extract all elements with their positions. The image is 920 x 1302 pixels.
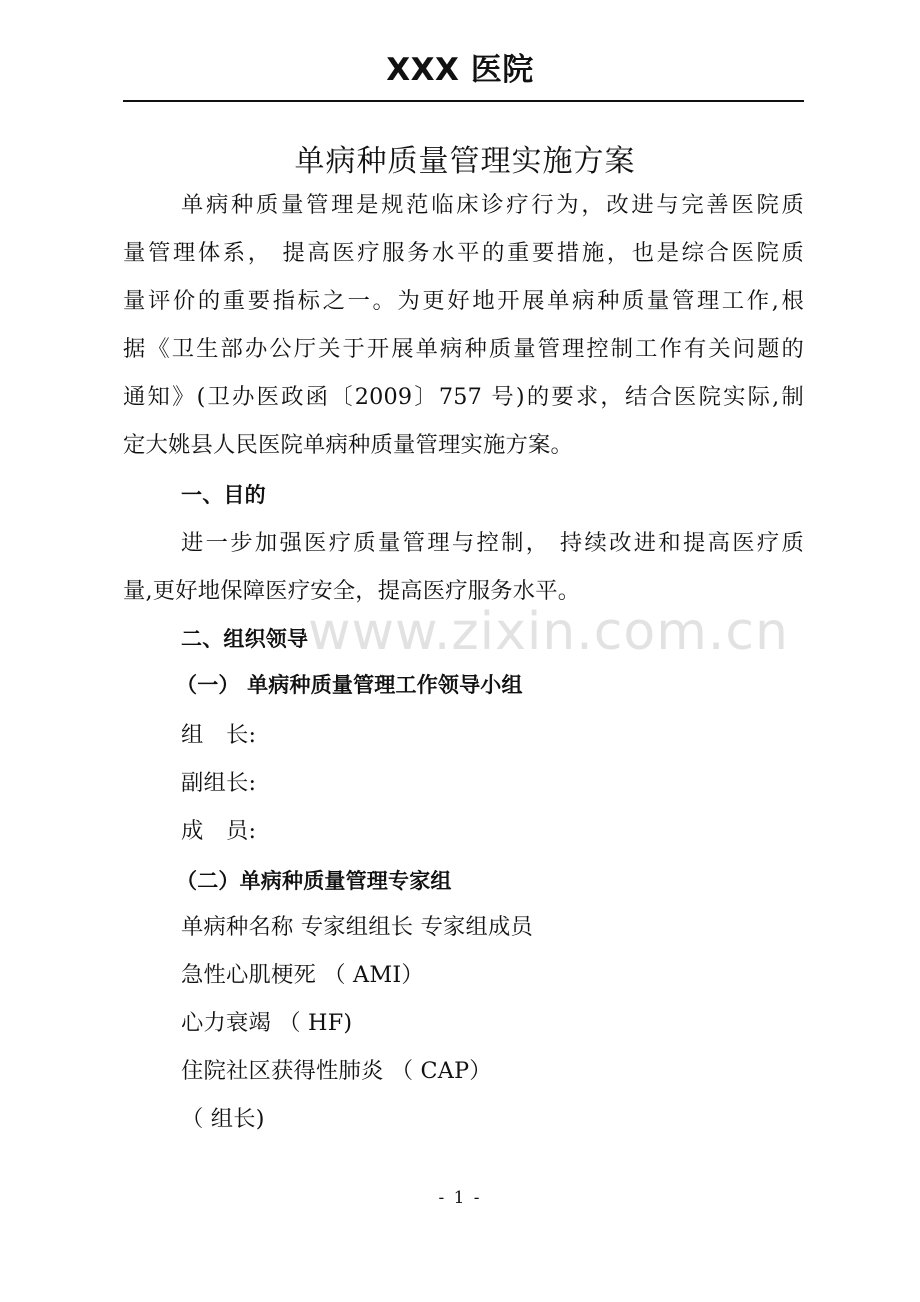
expert-row-hf: 心力衰竭 （ HF) [181,1010,353,1036]
intro-line-1: 单病种质量管理是规范临床诊疗行为，改进与完善医院质 [181,192,804,218]
expert-table-header: 单病种名称 专家组组长 专家组成员 [181,914,534,940]
subsection-heading-experts: （二）单病种质量管理专家组 [176,869,452,893]
purpose-line-1: 进一步加强医疗质量管理与控制， 持续改进和提高医疗质 [181,530,804,556]
deputy-leader-item: 副组长: [181,770,257,796]
member-item: 成 员: [181,818,257,844]
hospital-header-title: XXX 医院 [386,52,534,88]
intro-line-5: 通知》(卫办医政函〔2009〕757 号)的要求，结合医院实际,制 [123,384,804,410]
intro-line-4: 据《卫生部办公厅关于开展单病种质量管理控制工作有关问题的 [123,336,804,362]
expert-row-cap: 住院社区获得性肺炎 （ CAP） [181,1058,492,1084]
section-heading-organization: 二、组织领导 [181,627,309,651]
page-number: - 1 - [438,1188,482,1208]
subsection-heading-leadership: （一） 单病种质量管理工作领导小组 [176,673,523,697]
document-title: 单病种质量管理实施方案 [294,144,636,179]
intro-line-3: 量评价的重要指标之一。为更好地开展单病种质量管理工作,根 [123,288,804,314]
site-watermark: www.zixin.com.cn [308,602,789,662]
section-heading-purpose: 一、目的 [181,483,266,507]
leader-item: 组 长: [181,722,257,748]
intro-line-6: 定大姚县人民医院单病种质量管理实施方案。 [123,432,573,458]
expert-row-leader: （ 组长) [181,1106,265,1132]
purpose-line-2: 量,更好地保障医疗安全，提高医疗服务水平。 [123,578,581,604]
intro-line-2: 量管理体系， 提高医疗服务水平的重要措施，也是综合医院质 [123,240,804,266]
header-divider [123,100,804,102]
expert-row-ami: 急性心肌梗死 （ AMI） [181,962,424,988]
